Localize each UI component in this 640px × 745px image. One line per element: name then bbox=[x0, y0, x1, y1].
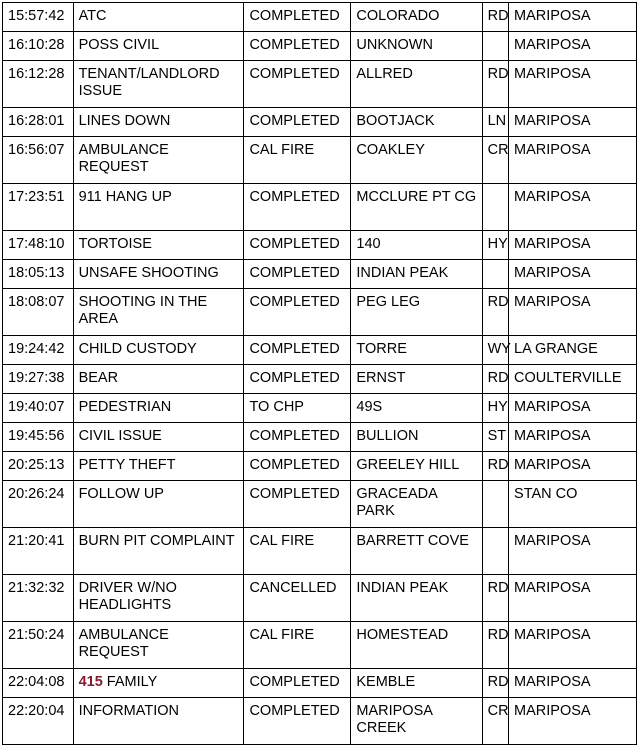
call-type-cell bbox=[73, 336, 244, 365]
time-cell: 19:40:07 bbox=[3, 394, 74, 423]
status-cell: COMPLETED bbox=[244, 61, 351, 108]
time-cell: 19:45:56 bbox=[3, 423, 74, 452]
time-cell: 18:05:13 bbox=[3, 260, 74, 289]
call-type-cell bbox=[73, 452, 244, 481]
table-row bbox=[3, 3, 637, 32]
time-cell: 20:25:13 bbox=[3, 452, 74, 481]
street-suffix-cell: RD bbox=[482, 622, 508, 669]
street-cell: MARIPOSA CREEK bbox=[351, 698, 482, 745]
time-cell: 16:28:01 bbox=[3, 108, 74, 137]
city-cell: MARIPOSA bbox=[509, 61, 637, 108]
call-type-cell bbox=[73, 231, 244, 260]
call-type-text: PETTY THEFT bbox=[78, 457, 176, 473]
table-row bbox=[3, 669, 637, 698]
status-cell: CAL FIRE bbox=[244, 137, 351, 184]
status-cell: COMPLETED bbox=[244, 260, 351, 289]
call-type-cell bbox=[73, 575, 244, 622]
status-cell: COMPLETED bbox=[244, 481, 351, 528]
call-type-text: AMBULANCE REQUEST bbox=[78, 627, 169, 660]
table-row bbox=[3, 289, 637, 336]
city-cell: MARIPOSA bbox=[509, 289, 637, 336]
status-cell: COMPLETED bbox=[244, 452, 351, 481]
status-cell: COMPLETED bbox=[244, 289, 351, 336]
city-cell: MARIPOSA bbox=[509, 137, 637, 184]
street-suffix-cell: LN bbox=[482, 108, 508, 137]
status-cell: CANCELLED bbox=[244, 575, 351, 622]
call-log-table bbox=[2, 2, 637, 745]
table-row bbox=[3, 108, 637, 137]
street-suffix-cell: WY bbox=[482, 336, 508, 365]
street-suffix-cell: HY bbox=[482, 231, 508, 260]
status-cell: COMPLETED bbox=[244, 231, 351, 260]
call-type-cell bbox=[73, 669, 244, 698]
call-type-text: SHOOTING IN THE AREA bbox=[78, 294, 208, 327]
street-suffix-cell bbox=[482, 32, 508, 61]
street-suffix-cell: ST bbox=[482, 423, 508, 452]
call-type-text: INFORMATION bbox=[78, 703, 179, 719]
table-row bbox=[3, 260, 637, 289]
city-cell: MARIPOSA bbox=[509, 231, 637, 260]
status-cell: TO CHP bbox=[244, 394, 351, 423]
call-type-cell bbox=[73, 108, 244, 137]
status-cell: COMPLETED bbox=[244, 698, 351, 745]
table-row bbox=[3, 336, 637, 365]
call-type-code: 415 bbox=[78, 674, 103, 690]
city-cell: MARIPOSA bbox=[509, 32, 637, 61]
call-type-text: BEAR bbox=[78, 370, 119, 386]
street-cell: 49S bbox=[351, 394, 482, 423]
street-cell: INDIAN PEAK bbox=[351, 575, 482, 622]
street-cell: COAKLEY bbox=[351, 137, 482, 184]
time-cell: 16:12:28 bbox=[3, 61, 74, 108]
street-suffix-cell bbox=[482, 184, 508, 231]
call-type-text: CIVIL ISSUE bbox=[78, 428, 162, 444]
street-cell: INDIAN PEAK bbox=[351, 260, 482, 289]
street-suffix-cell: RD bbox=[482, 61, 508, 108]
table-row bbox=[3, 365, 637, 394]
city-cell: LA GRANGE bbox=[509, 336, 637, 365]
call-type-cell bbox=[73, 698, 244, 745]
city-cell: MARIPOSA bbox=[509, 108, 637, 137]
street-cell: ERNST bbox=[351, 365, 482, 394]
city-cell: MARIPOSA bbox=[509, 669, 637, 698]
call-type-cell bbox=[73, 137, 244, 184]
street-cell: HOMESTEAD bbox=[351, 622, 482, 669]
call-type-text: DRIVER W/NO HEADLIGHTS bbox=[78, 580, 177, 613]
status-cell: COMPLETED bbox=[244, 336, 351, 365]
table-row bbox=[3, 61, 637, 108]
call-type-text: LINES DOWN bbox=[78, 113, 171, 129]
table-row bbox=[3, 394, 637, 423]
call-type-text: PEDESTRIAN bbox=[78, 399, 172, 415]
status-cell: CAL FIRE bbox=[244, 528, 351, 575]
status-cell: CAL FIRE bbox=[244, 622, 351, 669]
time-cell: 16:56:07 bbox=[3, 137, 74, 184]
table-row bbox=[3, 231, 637, 260]
table-row bbox=[3, 184, 637, 231]
time-cell: 22:04:08 bbox=[3, 669, 74, 698]
street-suffix-cell: RD bbox=[482, 365, 508, 394]
call-type-text: 911 HANG UP bbox=[78, 189, 172, 205]
street-cell: GREELEY HILL bbox=[351, 452, 482, 481]
table-row bbox=[3, 481, 637, 528]
time-cell: 21:32:32 bbox=[3, 575, 74, 622]
call-type-text: POSS CIVIL bbox=[78, 37, 160, 53]
street-suffix-cell: RD bbox=[482, 669, 508, 698]
street-suffix-cell bbox=[482, 260, 508, 289]
street-cell: KEMBLE bbox=[351, 669, 482, 698]
time-cell: 15:57:42 bbox=[3, 3, 74, 32]
table-row bbox=[3, 622, 637, 669]
status-cell: COMPLETED bbox=[244, 3, 351, 32]
street-cell: PEG LEG bbox=[351, 289, 482, 336]
call-type-text: CHILD CUSTODY bbox=[78, 341, 197, 357]
table-row bbox=[3, 423, 637, 452]
city-cell: MARIPOSA bbox=[509, 698, 637, 745]
city-cell: MARIPOSA bbox=[509, 394, 637, 423]
time-cell: 17:23:51 bbox=[3, 184, 74, 231]
call-type-cell bbox=[73, 3, 244, 32]
status-cell: COMPLETED bbox=[244, 365, 351, 394]
street-suffix-cell bbox=[482, 528, 508, 575]
call-type-text: UNSAFE SHOOTING bbox=[78, 265, 219, 281]
call-type-cell bbox=[73, 423, 244, 452]
call-type-cell bbox=[73, 365, 244, 394]
street-cell: UNKNOWN bbox=[351, 32, 482, 61]
time-cell: 19:24:42 bbox=[3, 336, 74, 365]
time-cell: 19:27:38 bbox=[3, 365, 74, 394]
call-type-text: TENANT/LANDLORD ISSUE bbox=[78, 66, 220, 99]
time-cell: 21:50:24 bbox=[3, 622, 74, 669]
call-type-text: FOLLOW UP bbox=[78, 486, 164, 502]
street-cell: MCCLURE PT CG bbox=[351, 184, 482, 231]
call-type-cell bbox=[73, 394, 244, 423]
call-type-text: FAMILY bbox=[102, 674, 158, 690]
city-cell: MARIPOSA bbox=[509, 575, 637, 622]
time-cell: 16:10:28 bbox=[3, 32, 74, 61]
call-type-cell bbox=[73, 61, 244, 108]
city-cell: MARIPOSA bbox=[509, 622, 637, 669]
status-cell: COMPLETED bbox=[244, 423, 351, 452]
street-suffix-cell: RD bbox=[482, 575, 508, 622]
city-cell: MARIPOSA bbox=[509, 3, 637, 32]
street-suffix-cell: RD bbox=[482, 452, 508, 481]
street-cell: 140 bbox=[351, 231, 482, 260]
call-type-text: BURN PIT COMPLAINT bbox=[78, 533, 235, 549]
call-type-cell bbox=[73, 32, 244, 61]
status-cell: COMPLETED bbox=[244, 32, 351, 61]
time-cell: 18:08:07 bbox=[3, 289, 74, 336]
city-cell: MARIPOSA bbox=[509, 452, 637, 481]
table-row bbox=[3, 452, 637, 481]
city-cell: MARIPOSA bbox=[509, 528, 637, 575]
status-cell: COMPLETED bbox=[244, 184, 351, 231]
city-cell: STAN CO bbox=[509, 481, 637, 528]
street-cell: BOOTJACK bbox=[351, 108, 482, 137]
call-type-cell bbox=[73, 260, 244, 289]
street-cell: COLORADO bbox=[351, 3, 482, 32]
call-type-text: AMBULANCE REQUEST bbox=[78, 142, 169, 175]
call-type-cell bbox=[73, 528, 244, 575]
street-suffix-cell: CR bbox=[482, 137, 508, 184]
street-cell: ALLRED bbox=[351, 61, 482, 108]
street-suffix-cell: CR bbox=[482, 698, 508, 745]
call-type-cell bbox=[73, 184, 244, 231]
city-cell: MARIPOSA bbox=[509, 184, 637, 231]
table-row bbox=[3, 528, 637, 575]
table-row bbox=[3, 698, 637, 745]
city-cell: MARIPOSA bbox=[509, 423, 637, 452]
status-cell: COMPLETED bbox=[244, 108, 351, 137]
call-type-cell bbox=[73, 289, 244, 336]
street-cell: GRACEADA PARK bbox=[351, 481, 482, 528]
street-suffix-cell: RD bbox=[482, 289, 508, 336]
street-suffix-cell bbox=[482, 481, 508, 528]
time-cell: 21:20:41 bbox=[3, 528, 74, 575]
street-cell: BARRETT COVE bbox=[351, 528, 482, 575]
status-cell: COMPLETED bbox=[244, 669, 351, 698]
call-type-cell bbox=[73, 622, 244, 669]
time-cell: 22:20:04 bbox=[3, 698, 74, 745]
city-cell: MARIPOSA bbox=[509, 260, 637, 289]
street-suffix-cell: HY bbox=[482, 394, 508, 423]
street-cell: BULLION bbox=[351, 423, 482, 452]
street-cell: TORRE bbox=[351, 336, 482, 365]
city-cell: COULTERVILLE bbox=[509, 365, 637, 394]
table-row bbox=[3, 32, 637, 61]
call-type-text: ATC bbox=[78, 8, 107, 24]
table-row bbox=[3, 137, 637, 184]
time-cell: 17:48:10 bbox=[3, 231, 74, 260]
street-suffix-cell: RD bbox=[482, 3, 508, 32]
time-cell: 20:26:24 bbox=[3, 481, 74, 528]
table-row bbox=[3, 575, 637, 622]
call-type-cell bbox=[73, 481, 244, 528]
call-type-text: TORTOISE bbox=[78, 236, 152, 252]
